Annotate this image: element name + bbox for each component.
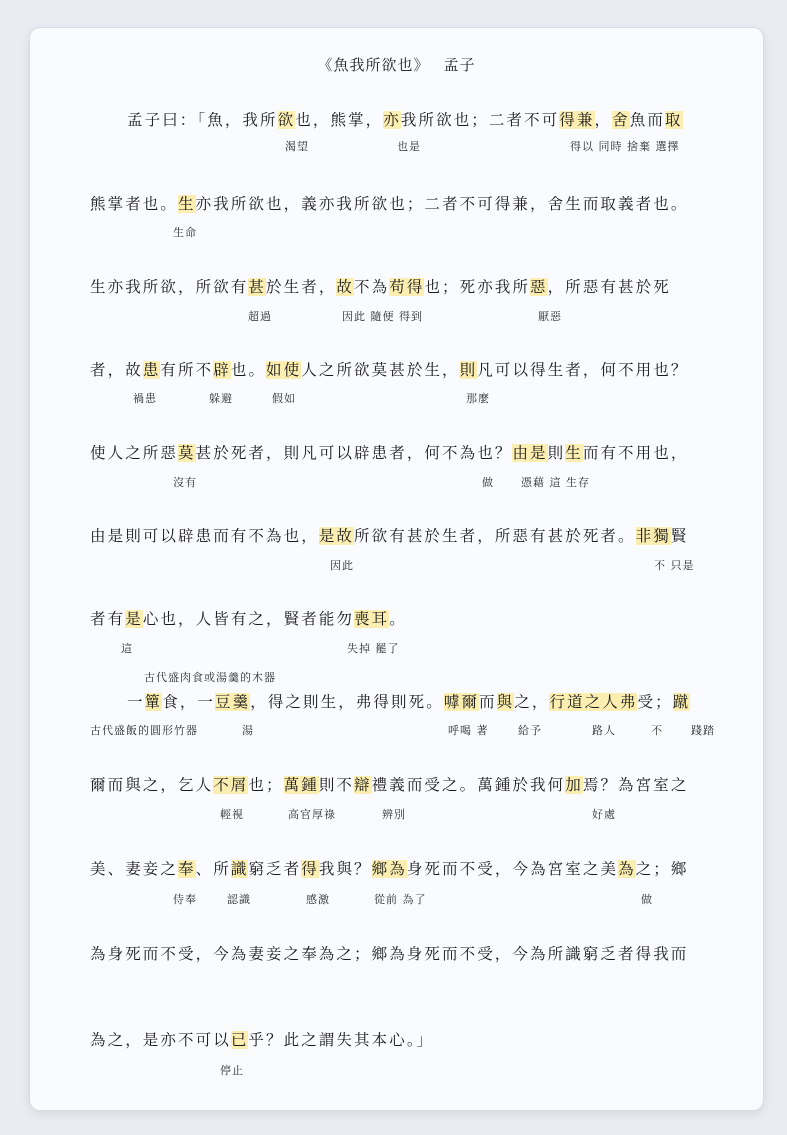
gloss: 從前 為了 bbox=[374, 893, 427, 906]
text-segment: 受； bbox=[637, 693, 673, 711]
highlighted-term: 甚 bbox=[248, 278, 267, 296]
gloss: 古代盛飯的圓形竹器 bbox=[90, 724, 198, 737]
text-segment: 之；鄉 bbox=[635, 860, 689, 878]
highlighted-term: 豆羹 bbox=[215, 693, 251, 711]
highlighted-term: 加 bbox=[565, 776, 583, 794]
gloss: 古代盛肉食或湯羹的木器 bbox=[144, 671, 276, 684]
highlighted-term: 辟 bbox=[213, 361, 231, 379]
gloss: 禍患 bbox=[133, 392, 157, 405]
text-segment: 食，一 bbox=[162, 693, 216, 711]
gloss: 給予 bbox=[518, 724, 542, 737]
highlighted-term: 得 bbox=[301, 860, 319, 878]
text-segment: 所欲有甚於生者，所惡有甚於死者。 bbox=[354, 527, 636, 545]
text-segment: 也； bbox=[248, 776, 284, 794]
gloss: 路人 bbox=[592, 724, 616, 737]
gloss: 好處 bbox=[592, 808, 616, 821]
text-segment: 乎？此之謂失其本心。」 bbox=[248, 1031, 435, 1049]
gloss: 認識 bbox=[227, 893, 251, 906]
gloss: 輕視 bbox=[220, 808, 244, 821]
highlighted-term: 故 bbox=[336, 278, 355, 296]
gloss: 得以 同時 捨棄 選擇 bbox=[570, 140, 680, 153]
gloss: 高官厚祿 bbox=[288, 808, 336, 821]
text-segment: 不為 bbox=[354, 278, 390, 296]
text-segment: 身死而不受，今為宮室之美 bbox=[406, 860, 619, 878]
highlighted-term: 由是 bbox=[512, 444, 548, 462]
title-text: 《魚我所欲也》 bbox=[317, 56, 430, 74]
gloss: 失掉 罷了 bbox=[347, 642, 400, 655]
highlighted-term: 則 bbox=[459, 361, 478, 379]
text-segment: 則 bbox=[547, 444, 566, 462]
text-segment: 而 bbox=[479, 693, 497, 711]
text-line bbox=[90, 358, 688, 380]
text-segment: 則不 bbox=[318, 776, 355, 794]
text-line bbox=[127, 690, 690, 712]
highlighted-term: 亦 bbox=[383, 111, 401, 129]
highlighted-term: 識 bbox=[230, 860, 249, 878]
highlighted-term: 鄉為 bbox=[371, 860, 407, 878]
text-segment: 亦我所欲也，義亦我所欲也；二者不可得兼，舍生而取義者也。 bbox=[195, 195, 689, 213]
highlighted-term: 舍 bbox=[612, 111, 630, 129]
highlighted-term: 奉 bbox=[178, 860, 196, 878]
text-segment: 我與？ bbox=[318, 860, 372, 878]
gloss: 湯 bbox=[242, 724, 254, 737]
text-segment: ，得之則生，弗得則死。 bbox=[250, 693, 444, 711]
highlighted-term: 已 bbox=[230, 1031, 249, 1049]
gloss: 厭惡 bbox=[538, 310, 562, 323]
highlighted-term: 生 bbox=[565, 444, 583, 462]
gloss: 也是 bbox=[397, 140, 421, 153]
text-line bbox=[90, 275, 671, 297]
gloss: 踐踏 bbox=[691, 724, 715, 737]
gloss: 呼喝 著 bbox=[448, 724, 489, 737]
text-line bbox=[90, 1028, 434, 1050]
highlighted-term: 取 bbox=[664, 111, 683, 129]
highlighted-term: 辯 bbox=[354, 776, 372, 794]
highlighted-term: 喪耳 bbox=[354, 610, 390, 628]
text-segment: ，所惡有甚於死 bbox=[547, 278, 671, 296]
gloss: 憑藉 這 生存 bbox=[521, 476, 590, 489]
gloss: 渴望 bbox=[285, 140, 309, 153]
gloss: 因此 隨便 得到 bbox=[342, 310, 423, 323]
text-segment: 為身死而不受，今為妻妾之奉為之；鄉為身死而不受，今為所識窮乏者得我而 bbox=[90, 945, 689, 963]
highlighted-term: 如使 bbox=[266, 361, 302, 379]
text-line bbox=[90, 607, 407, 629]
text-segment: 由是則可以辟患而有不為也， bbox=[90, 527, 319, 545]
highlighted-term: 惡 bbox=[530, 278, 548, 296]
gloss: 假如 bbox=[272, 392, 296, 405]
text-segment: 魚而 bbox=[629, 111, 665, 129]
text-segment: 生亦我所欲，所欲有 bbox=[90, 278, 249, 296]
text-segment: 甚於死者，則凡可以辟患者，何不為也？ bbox=[195, 444, 513, 462]
highlighted-term: 是故 bbox=[318, 527, 355, 545]
highlighted-term: 為 bbox=[618, 860, 636, 878]
text-segment: 為之，是亦不可以 bbox=[90, 1031, 231, 1049]
gloss: 辨別 bbox=[382, 808, 406, 821]
text-segment: 也，熊掌， bbox=[295, 111, 384, 129]
gloss: 做 bbox=[641, 893, 653, 906]
gloss: 感激 bbox=[306, 893, 330, 906]
gloss: 不 只是 bbox=[654, 559, 695, 572]
gloss: 那麼 bbox=[466, 392, 490, 405]
highlighted-term: 生 bbox=[178, 195, 196, 213]
text-line bbox=[90, 192, 688, 214]
text-segment: 人之所欲莫甚於生， bbox=[301, 361, 460, 379]
text-segment: 一 bbox=[127, 693, 145, 711]
text-segment: 熊掌者也。 bbox=[90, 195, 179, 213]
highlighted-term: 非獨 bbox=[635, 527, 671, 545]
text-segment: 之， bbox=[514, 693, 550, 711]
document-title bbox=[30, 54, 763, 75]
gloss: 沒有 bbox=[173, 476, 197, 489]
text-line bbox=[90, 857, 689, 879]
text-segment: ， bbox=[594, 111, 613, 129]
gloss: 因此 bbox=[330, 559, 354, 572]
gloss: 不 bbox=[651, 724, 663, 737]
gloss: 生命 bbox=[173, 226, 197, 239]
highlighted-term: 是 bbox=[125, 610, 143, 628]
text-line bbox=[127, 108, 683, 130]
highlighted-term: 患 bbox=[142, 361, 161, 379]
gloss: 躲避 bbox=[209, 392, 233, 405]
text-segment: 焉？為宮室之 bbox=[582, 776, 689, 794]
highlighted-term: 不屑 bbox=[213, 776, 249, 794]
highlighted-term: 行道之人弗 bbox=[549, 693, 638, 711]
text-segment: 有所不 bbox=[160, 361, 214, 379]
highlighted-term: 萬鍾 bbox=[283, 776, 319, 794]
highlighted-term: 蹴 bbox=[672, 693, 691, 711]
highlighted-term: 嘑爾 bbox=[443, 693, 480, 711]
text-segment: 爾而與之，乞人 bbox=[90, 776, 214, 794]
text-segment: 於生者， bbox=[266, 278, 337, 296]
gloss: 侍奉 bbox=[173, 893, 197, 906]
gloss: 超過 bbox=[248, 310, 272, 323]
text-line bbox=[90, 441, 688, 463]
highlighted-term: 簞 bbox=[144, 693, 163, 711]
text-segment: 賢 bbox=[670, 527, 689, 545]
text-segment: 孟子曰：「魚，我所 bbox=[127, 111, 278, 129]
text-line bbox=[90, 773, 688, 795]
document-page bbox=[30, 28, 763, 1110]
text-segment: 我所欲也；二者不可 bbox=[400, 111, 560, 129]
author-name: 孟子 bbox=[443, 56, 476, 74]
text-segment: 窮乏者 bbox=[248, 860, 302, 878]
text-line bbox=[90, 942, 688, 964]
text-segment: 也。 bbox=[230, 361, 267, 379]
text-segment: 使人之所惡 bbox=[90, 444, 179, 462]
text-segment: 者有 bbox=[90, 610, 126, 628]
highlighted-term: 苟得 bbox=[389, 278, 425, 296]
gloss: 做 bbox=[482, 476, 494, 489]
highlighted-term: 與 bbox=[496, 693, 515, 711]
highlighted-term: 得兼 bbox=[559, 111, 595, 129]
text-segment: 凡可以得生者，何不用也？ bbox=[477, 361, 689, 379]
text-segment: 心也，人皆有之，賢者能勿 bbox=[142, 610, 355, 628]
text-segment: 者，故 bbox=[90, 361, 143, 379]
text-segment: 、所 bbox=[195, 860, 231, 878]
gloss: 這 bbox=[121, 642, 133, 655]
text-segment: 。 bbox=[389, 610, 407, 628]
text-line bbox=[90, 524, 688, 546]
text-segment: 美、妻妾之 bbox=[90, 860, 179, 878]
highlighted-term: 欲 bbox=[277, 111, 296, 129]
text-segment: 也；死亦我所 bbox=[424, 278, 531, 296]
gloss: 停止 bbox=[220, 1064, 244, 1077]
text-segment: 而有不用也， bbox=[582, 444, 689, 462]
highlighted-term: 莫 bbox=[178, 444, 196, 462]
text-segment: 禮義而受之。萬鍾於我何 bbox=[371, 776, 566, 794]
